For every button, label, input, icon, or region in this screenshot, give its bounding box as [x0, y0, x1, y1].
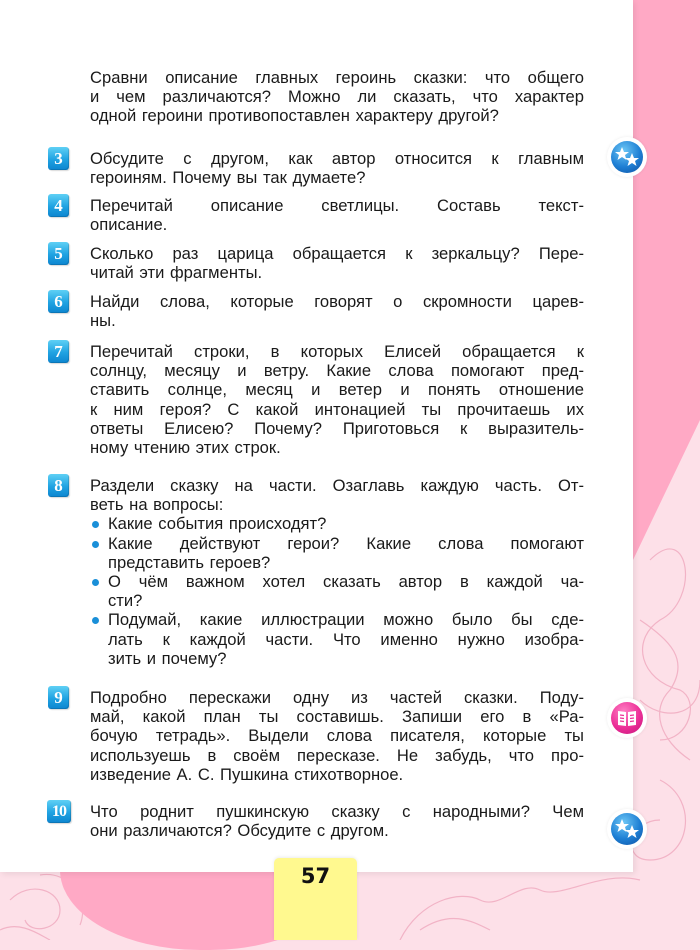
bullet-item: [90, 610, 584, 668]
task-5-text: [90, 244, 584, 282]
text-line: и чем различаются? Можно ли сказать, что характер: [90, 87, 584, 107]
text-line: зить и почему?: [108, 648, 227, 668]
bullet-dot-icon: [92, 617, 99, 624]
text-line: читай эти фрагменты.: [90, 263, 263, 283]
bullet-item: [90, 514, 584, 533]
bullet-dot-icon: [92, 541, 99, 548]
task-10-text: [90, 802, 584, 840]
text-line: веть на вопросы:: [90, 495, 224, 515]
text-line: лать к каждой части. Что именно нужно изобра-: [108, 629, 584, 649]
text-line: ному чтению этих строк.: [90, 438, 281, 458]
text-line: Сравни описание главных героинь сказки: что общего: [90, 68, 584, 87]
text-line: они различаются? Обсудите с другом.: [90, 821, 389, 841]
text-line: описание.: [90, 215, 168, 235]
bullet-item: [90, 572, 584, 610]
text-line: Перечитай описание светлицы. Составь текст-: [90, 196, 584, 215]
text-line: сти?: [108, 591, 143, 611]
text-line: Подробно перескажи одну из частей сказки. Поду-: [90, 688, 584, 707]
text-line: представить героев?: [108, 552, 271, 572]
task-7-text: [90, 342, 584, 457]
workbook-book-icon: [607, 698, 647, 738]
text-line: Найди слова, которые говорят о скромности царев-: [90, 292, 584, 311]
text-line: Обсудите с другом, как автор относится к главным: [90, 149, 584, 168]
task-number-badge: 3: [48, 147, 69, 170]
text-line: ставить солнце, месяц и ветер и понять отношение: [90, 380, 584, 400]
text-line: бочую тетрадь». Выдели слова писателя, которые ты: [90, 726, 584, 746]
task-number-badge: 10: [47, 800, 71, 823]
text-line: ответы Елисею? Почему? Приготовься к выразитель-: [90, 418, 584, 438]
text-line: ны.: [90, 311, 116, 331]
text-line: Что роднит пушкинскую сказку с народными? Чем: [90, 802, 584, 821]
page-number: 57: [300, 864, 331, 888]
text-line: О чём важном хотел сказать автор в каждой ча-: [108, 572, 584, 592]
task-number-badge: 8: [48, 474, 69, 497]
text-line: героиням. Почему вы так думаете?: [90, 168, 366, 188]
text-line: солнцу, месяцу и ветру. Какие слова помогают пред-: [90, 361, 584, 381]
bullet-item: [90, 534, 584, 572]
task-number-badge: 4: [48, 194, 69, 217]
text-line: Сколько раз царица обращается к зеркальцу? Пере-: [90, 244, 584, 263]
task-number-badge: 5: [48, 242, 69, 265]
pair-work-stars-icon: [607, 137, 647, 177]
task-3-text: [90, 149, 584, 187]
bullet-dot-icon: [92, 521, 99, 528]
task-number-badge: 6: [48, 290, 69, 313]
text-line: май, какой план ты составишь. Запиши его в «Ра-: [90, 707, 584, 727]
task-6-text: [90, 292, 584, 330]
task-number-badge: 7: [48, 340, 69, 363]
text-line: Перечитай строки, в которых Елисей обращается к: [90, 342, 584, 361]
text-line: одной героини противопоставлен характеру другой?: [90, 106, 499, 126]
text-line: Подумай, какие иллюстрации можно было бы сде-: [108, 610, 584, 630]
text-line: к ним героя? С какой интонацией ты прочитаешь их: [90, 399, 584, 419]
text-line: Какие действуют герои? Какие слова помогают: [108, 533, 584, 553]
text-line: Раздели сказку на части. Озаглавь каждую часть. От-: [90, 476, 584, 495]
page-number-tab: [274, 858, 357, 940]
task-9-text: [90, 688, 584, 784]
task-8-text: [90, 476, 584, 668]
task-4-text: [90, 196, 584, 234]
bullet-dot-icon: [92, 579, 99, 586]
text-line: используешь в своём пересказе. Не забудь, что про-: [90, 745, 584, 765]
task-number-badge: 9: [48, 686, 69, 709]
intro-paragraph: [90, 68, 584, 126]
text-line: Какие события происходят?: [108, 514, 327, 534]
text-line: изведение А. С. Пушкина стихотворное.: [90, 764, 404, 784]
pair-work-stars-icon: [607, 809, 647, 849]
